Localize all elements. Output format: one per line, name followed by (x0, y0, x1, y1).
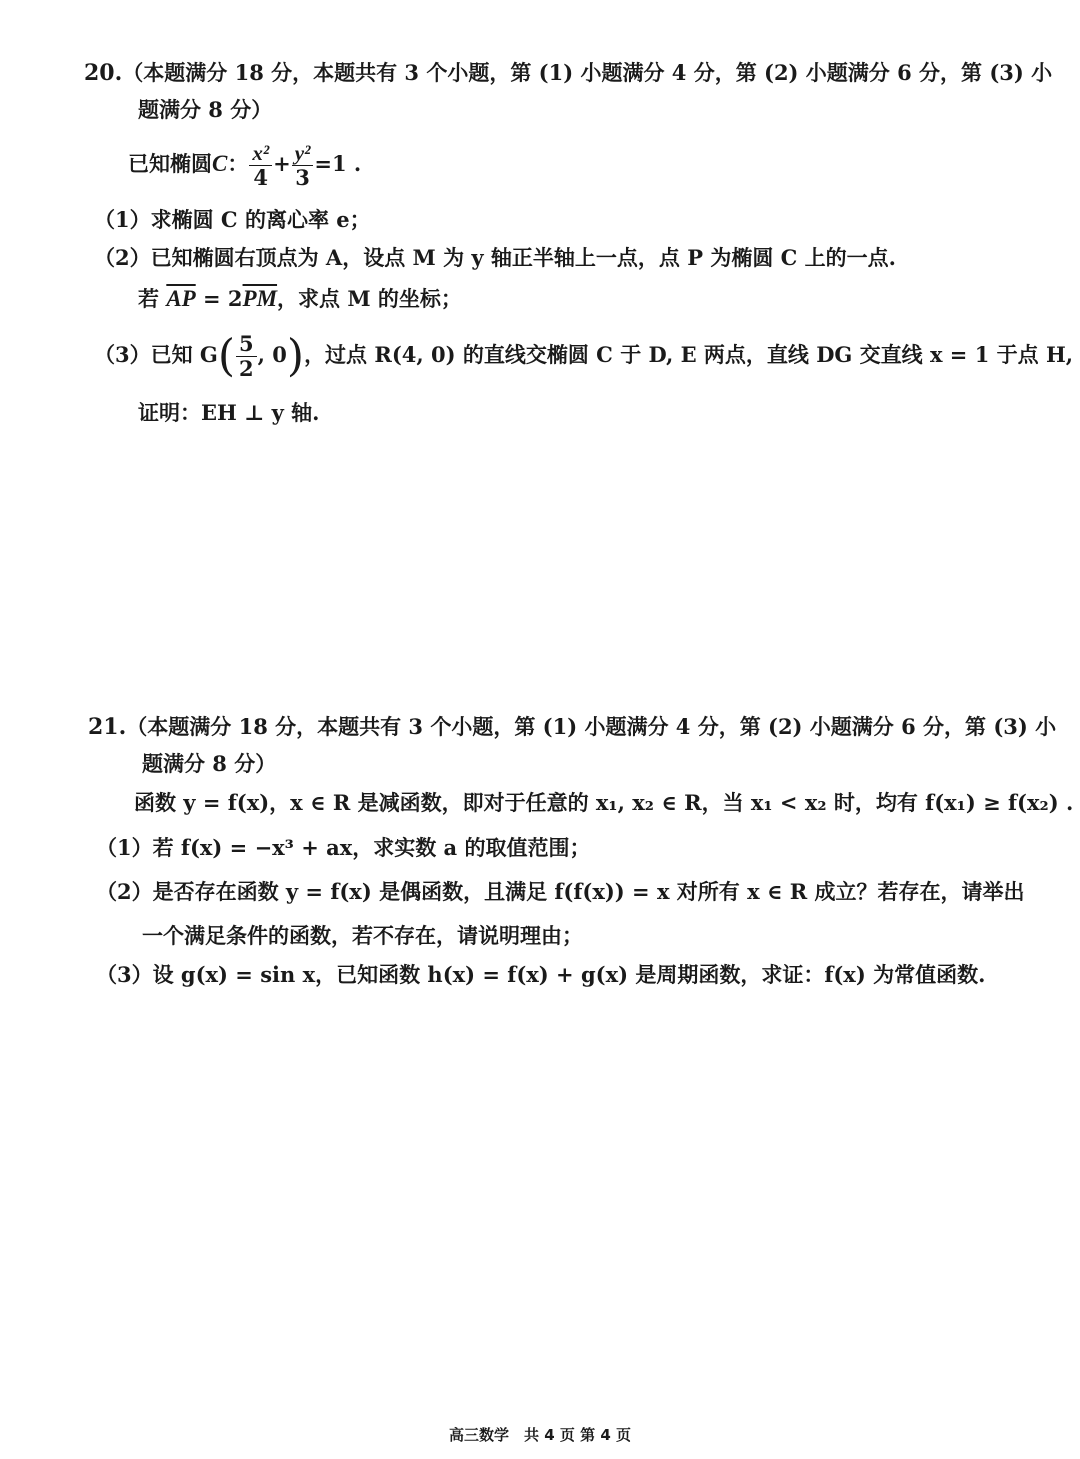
q20-number: 20. (84, 60, 123, 86)
q20-frac-y-num: y² (292, 141, 314, 166)
q20-part2-if: 若 (138, 286, 167, 311)
q21-header-line1 (88, 712, 1056, 742)
q20-frac-x-num: x² (249, 141, 272, 166)
q20-header-line1 (84, 58, 1052, 88)
q20-frac-y (292, 141, 314, 190)
q21-part1: （1）若 f(x) = −x³ + ax，求实数 a 的取值范围； (96, 835, 591, 860)
q20-part1: （1）求椭圆 C 的离心率 e； (94, 207, 371, 232)
q20-frac-x (249, 141, 272, 190)
q21-stem: 函数 y = f(x)，x ∈ R 是减函数，即对于任意的 x₁, x₂ ∈ R，当 x₁ < x₂ 时，均有 f(x₁) ≥ f(x₂) . (134, 790, 1074, 815)
q20-frac-5-2-num: 5 (236, 332, 257, 357)
page-footer: 高三数学 共 4 页 第 4 页 (449, 1426, 631, 1444)
q20-coord-tail: , 0 (257, 342, 287, 367)
q21-part2-line1: （2）是否存在函数 y = f(x) 是偶函数，且满足 f(f(x)) = x 对所有 x ∈ R 成立？若存在，请举出 (96, 879, 1025, 904)
q20-frac-5-2 (236, 332, 257, 381)
q21-header-text: （本题满分 18 分，本题共有 3 个小题，第 (1) 小题满分 4 分，第 (2) 小题满分 6 分，第 (3) 小 (126, 714, 1057, 739)
q20-part3-line1 (94, 328, 1073, 382)
q20-stem (128, 140, 361, 190)
q20-frac-y-den: 3 (295, 165, 310, 190)
q21-number: 21. (88, 714, 127, 740)
q20-part3-prefix: （3）已知 G (94, 342, 218, 367)
q20-part2-tail: ，求点 M 的坐标； (277, 286, 462, 311)
q20-vector-AP: $\overline{AP}$ (166, 286, 196, 311)
q20-part3-text: ，过点 R(4, 0) 的直线交椭圆 C 于 D, E 两点，直线 DG 交直线 x = 1 于点 H, (304, 342, 1074, 367)
q20-stem-tail: =1 . (314, 151, 362, 176)
q21-header-line2: 题满分 8 分） (142, 751, 277, 776)
q20-frac-5-2-den: 2 (239, 356, 254, 381)
q20-stem-plus: + (273, 151, 291, 176)
q20-stem-colon: ： (227, 151, 249, 176)
q21-part3: （3）设 g(x) = sin x，已知函数 h(x) = f(x) + g(x) 是周期函数，求证：f(x) 为常值函数. (96, 962, 986, 987)
q20-stem-prefix: 已知椭圆 (128, 151, 212, 176)
q20-paren-open: ( (217, 330, 236, 382)
q20-header-text: （本题满分 18 分，本题共有 3 个小题，第 (1) 小题满分 4 分，第 (2) 小题满分 6 分，第 (3) 小 (122, 60, 1053, 85)
q21-part2-line2: 一个满足条件的函数，若不存在，请说明理由； (142, 923, 583, 948)
q20-part3-line2: 证明：EH ⊥ y 轴. (138, 400, 320, 425)
q20-part2-line2 (138, 284, 462, 314)
q20-frac-x-den: 4 (253, 165, 269, 190)
q20-vector-PM: $\overline{PM}$ (242, 286, 278, 311)
q20-part2-line1: （2）已知椭圆右顶点为 A，设点 M 为 y 轴正半轴上一点，点 P 为椭圆 C 上的一点. (94, 245, 896, 270)
q20-part2-eq: = 2 (195, 286, 243, 311)
q20-header-line2: 题满分 8 分） (138, 97, 273, 122)
q20-stem-C: C (212, 151, 228, 176)
q20-paren-close: ) (286, 330, 305, 382)
